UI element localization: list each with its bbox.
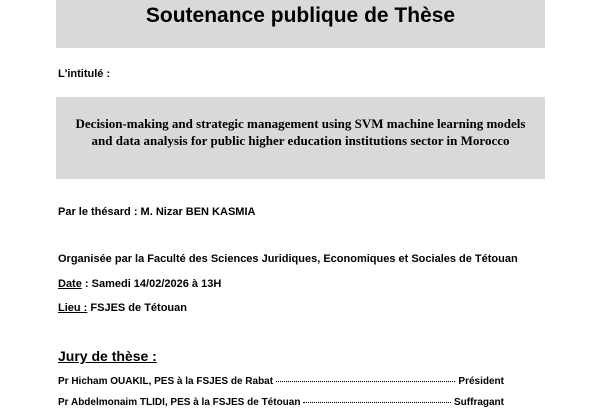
jury-heading: Jury de thèse : (58, 348, 157, 364)
jury-member-row (58, 376, 504, 387)
jury-member-name: Pr Hicham OUAKIL, PES à la FSJES de Rabat (58, 376, 274, 387)
organisation-line: Organisée par la Faculté des Sciences Juridiques, Economiques et Sociales de Tétouan (58, 253, 518, 265)
intitule-label: L'intitulé : (58, 68, 111, 80)
title-banner (56, 0, 545, 48)
date-value: : Samedi 14/02/2026 à 13H (84, 278, 222, 290)
thesis-subject: Decision-making and strategic management using SVM machine learning models and data analysis for public higher education institutions sector in Morocco (75, 116, 526, 148)
lieu-line (58, 302, 187, 314)
thesard-name: M. Nizar BEN KASMIA (140, 206, 256, 218)
jury-member-role: Président (458, 376, 504, 387)
thesard-line (58, 206, 255, 218)
date-line (58, 278, 221, 290)
date-label: Date (58, 278, 82, 290)
page-title: Soutenance publique de Thèse (145, 4, 456, 27)
dotted-leader (276, 381, 455, 382)
jury-member-name: Pr Abdelmonaim TLIDI, PES à la FSJES de Tétouan (58, 397, 301, 408)
thesard-label: Par le thésard : (58, 206, 138, 218)
lieu-value: FSJES de Tétouan (87, 302, 187, 314)
jury-member-role: Suffragant (454, 397, 504, 408)
subject-banner (56, 97, 545, 179)
lieu-label: Lieu : (58, 302, 88, 314)
